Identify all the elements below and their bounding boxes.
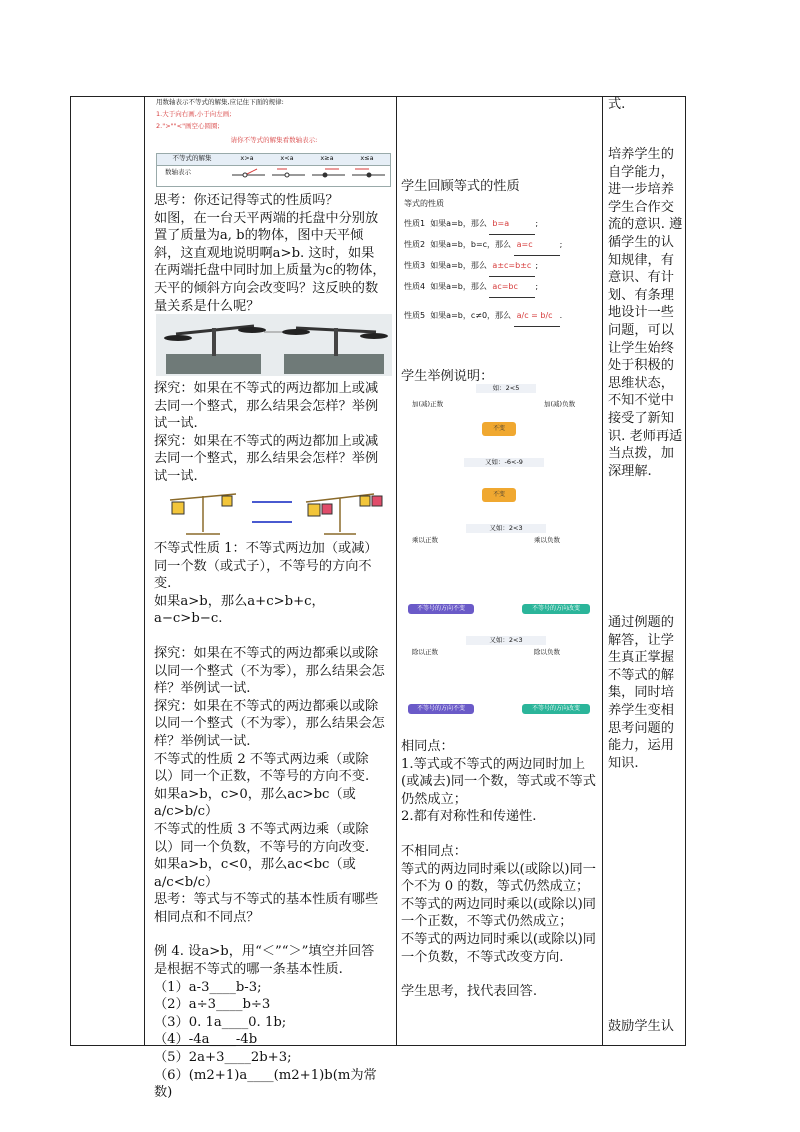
example-4-item: （4）-4a____-4b: [154, 1032, 258, 1048]
rule-line-2: 1.大于向右画,小于向左画;: [156, 110, 232, 118]
example-label: 加(减)正数: [412, 400, 444, 408]
table-header: x<a: [280, 154, 294, 162]
solution-table: [156, 153, 391, 187]
example-caption: 如：2<5: [476, 384, 536, 393]
rule-line-3: 2.">""<"画空心圆圈;: [156, 122, 220, 130]
property-1-example: 如果a>b，那么a+c>b+c，a−c>b−c.: [154, 593, 325, 627]
balance-cubes-illustration: [156, 484, 392, 540]
explore-mul-2: 探究：如果在不等式的两边都乘以或除以同一个整式（不为零），那么结果会怎样？举例试一试.: [154, 698, 385, 749]
design-intent-1: 培养学生的自学能力，进一步培养学生合作交流的意识. 遵循学生的认知规律，有意识、有计划、有条理地设计一些问题，可以让学生始终处于积极的思维状态，不知不觉中接受了新知识. 老师再适当点拨，加深理解.: [608, 147, 683, 479]
right-text: 式.: [608, 97, 626, 112]
diff-point-3: 不等式的两边同时乘以(或除以)同一个负数，不等式改变方向.: [401, 931, 596, 965]
example-caption: 又如：2<3: [466, 636, 546, 645]
example-label: 除以负数: [534, 648, 560, 656]
example-4-item: （5）2a+3____2b+3;: [154, 1050, 292, 1066]
example-caption: 又如：2<3: [466, 524, 546, 533]
explore-mul-1: 探究：如果在不等式的两边都乘以或除以同一个整式（不为零），那么结果会怎样？举例试一试.: [154, 645, 385, 697]
mid-column: [401, 178, 597, 196]
example-label: 除以正数: [412, 648, 438, 656]
direction-changed-tag: 不等号的方向改变: [522, 604, 590, 614]
diff-point-1: 等式的两边同时乘以(或除以)同一个不为 0 的数，等式仍然成立；: [401, 861, 596, 895]
mid-column-3: [401, 738, 597, 1001]
number-lines: [157, 165, 390, 185]
inequality-examples-figure: [404, 384, 600, 724]
same-point-2: 2.都有对称性和传递性.: [401, 809, 537, 825]
property-row: 性质2 如果a=b，b=c，那么 a=c ;: [404, 235, 600, 256]
same-point-1: 1.等式或不等式的两边同时加上(或减去)同一个数，等式或不等式仍然成立；: [401, 756, 596, 807]
examples-heading: 学生举例说明：: [401, 369, 494, 384]
property-row: 性质5 如果a=b，c≠0，那么 a/c = b/c .: [404, 306, 600, 327]
diff-title: 不相同点：: [401, 843, 467, 859]
example-4-item: （3）0. 1a____0. 1b;: [154, 1014, 287, 1030]
explore-add-2: 探究：如果在不等式的两边都加上或减去同一个整式，那么结果会怎样？举例试一试.: [154, 433, 379, 484]
review-heading: 学生回顾等式的性质: [401, 179, 520, 194]
example-4-item: （6）(m2+1)a____(m2+1)b(m为常数): [154, 1067, 377, 1101]
column-divider: [396, 96, 397, 1046]
property-2: 不等式的性质 2 不等式两边乘（或除以）同一个正数，不等号的方向不变.: [154, 751, 370, 785]
think-compare: 思考：等式与不等式的基本性质有哪些相同点和不同点？: [154, 892, 379, 925]
property-3-example: 如果a>b，c<0，那么ac<bc（或a/c<b/c）: [154, 857, 356, 890]
same-title: 相同点：: [401, 739, 454, 754]
balance-scale-photo: [156, 314, 392, 376]
rule-line-4: 请你不等式的解集看数轴表示:: [230, 136, 318, 144]
equality-properties-figure: [404, 194, 600, 320]
example-4-item: （2）a÷3____b÷3: [154, 997, 271, 1013]
column-divider: [144, 96, 145, 1046]
right-column: [608, 96, 684, 114]
example-label: 加(减)负数: [544, 400, 576, 408]
number-line-rules-figure: [156, 98, 392, 190]
property-row: 性质4 如果a=b，那么 ac=bc ;: [404, 277, 600, 298]
example-caption: 又如：-6<-9: [464, 458, 544, 467]
design-intent-3: 鼓励学生认: [608, 1019, 674, 1034]
example-label: 乘以正数: [412, 536, 438, 544]
example-4-item: （1）a-3____b-3;: [154, 979, 262, 995]
diff-point-2: 不等式的两边同时乘以(或除以)同一个正数，不等式仍然成立；: [401, 896, 596, 930]
table-header: x>a: [240, 154, 254, 162]
right-column-2: [608, 146, 684, 480]
table-row-label: 数轴表示: [165, 168, 191, 176]
property-2-example: 如果a>b，c>0，那么ac>bc（或a/c>b/c）: [154, 786, 356, 820]
properties-title: 等式的性质: [404, 199, 444, 208]
example-label: 乘以负数: [534, 536, 560, 544]
right-column-4: [608, 1018, 684, 1036]
property-3: 不等式的性质 3 不等式两边乘（或除以）同一个负数，不等号的方向改变.: [154, 821, 370, 855]
example-4: 例 4. 设a>b，用“＜”“＞”填空并回答是根据不等式的哪一条基本性质.: [154, 944, 375, 978]
left-column: [154, 192, 386, 315]
left-column-3: [154, 540, 386, 1102]
balance-paragraph: 如图，在一台天平两端的托盘中分别放置了质量为a, b的物体，图中天平倾斜，这直观地说明啊a>b. 这时，如果在两端托盘中同时加上质量为c的物体，天平的倾斜方向会改变吗？这反映的数量关系是什么呢？: [154, 210, 386, 314]
direction-changed-tag: 不等号的方向改变: [522, 704, 590, 714]
right-column-3: [608, 614, 684, 772]
think-question: 思考：你还记得等式的性质吗？: [154, 193, 339, 208]
explore-add-1: 探究：如果在不等式的两边都加上或减去同一个整式，那么结果会怎样？举例试一试.: [154, 381, 379, 432]
rule-line-1: 用数轴表示不等式的解集,应记住下面的规律:: [156, 98, 284, 106]
table-header: x≤a: [360, 154, 374, 162]
unchanged-tag: 不变: [482, 422, 516, 436]
property-1: 不等式性质 1：不等式两边加（或减）同一个数（或式子），不等号的方向不变.: [154, 541, 378, 592]
column-divider: [602, 96, 603, 1046]
direction-unchanged-tag: 不等号的方向不变: [408, 704, 474, 714]
mid-column-2: [401, 368, 597, 386]
design-intent-2: 通过例题的解答，让学生真正掌握不等式的解集，同时培养学生变相思考问题的能力，运用知识.: [608, 615, 674, 771]
student-answer: 学生思考，找代表回答.: [401, 984, 538, 1000]
table-header: 不等式的解集: [172, 154, 212, 162]
table-header: x≥a: [320, 154, 334, 162]
direction-unchanged-tag: 不等号的方向不变: [408, 604, 474, 614]
property-row: 性质1 如果a=b，那么 b=a ;: [404, 214, 600, 235]
property-row: 性质3 如果a=b，那么 a±c=b±c ;: [404, 256, 600, 277]
unchanged-tag: 不变: [482, 488, 516, 502]
left-column-2: [154, 380, 386, 486]
